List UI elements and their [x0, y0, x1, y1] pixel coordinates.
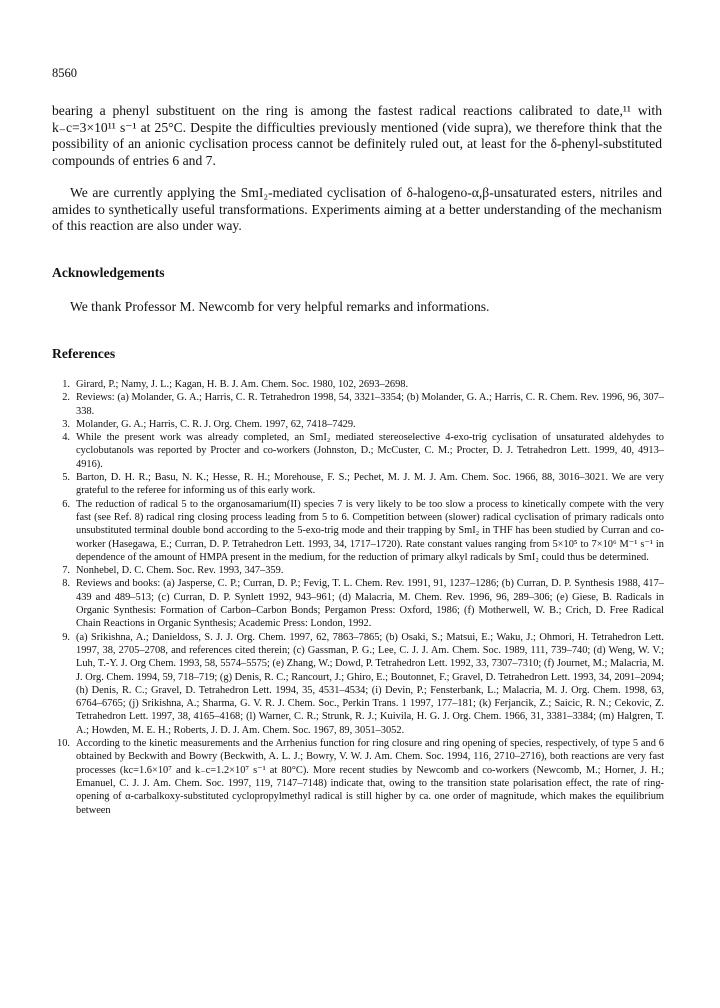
reference-text: Barton, D. H. R.; Basu, N. K.; Hesse, R. H.; Morehouse, F. S.; Pechet, M. J. M. J. Am. Chem. Soc. 1966, 88, 3016–3021. We are very grateful to the referee for informing us of this early work. [76, 472, 664, 497]
reference-item [52, 577, 664, 630]
reference-number: 5. [62, 472, 70, 484]
reference-item [52, 418, 664, 431]
reference-number: 8. [62, 578, 70, 590]
reference-text: While the present work was already completed, an SmI₂ mediated stereoselective 4-exo-trig cyclisation of unsaturated aldehydes to cyclobutanols was reported by Procter and co-workers (Johnston, D.; McCuster, C. M.; Procter, D. J. Tetrahedron Lett. 1999, 40, 4913–4916). [76, 432, 664, 470]
reference-number: 2. [62, 392, 70, 404]
reference-item [52, 378, 664, 391]
reference-text: Nonhebel, D. C. Chem. Soc. Rev. 1993, 347–359. [76, 565, 284, 577]
reference-text: Reviews and books: (a) Jasperse, C. P.; Curran, D. P.; Fevig, T. L. Chem. Rev. 1991, 91, 1237–1286; (b) Curran, D. P. Synthesis 1988, 417–439 and 489–513; (c) Curran, D. P. Synlett 1992, 943–961; (d) Malacria, M. Chem. Rev. 1996, 96, 289–306; (e) Giese, B. Radicals in Organic Synthesis: Formation of Carbon–Carbon Bonds; Pergamon Press: Oxford, 1986; (f) Motherwell, W. B.; Crich, D. Free Radical Chain Reactions in Organic Synthesis; Academic Press: London, 1992. [76, 578, 664, 630]
reference-item [52, 564, 664, 577]
reference-text: Girard, P.; Namy, J. L.; Kagan, H. B. J. Am. Chem. Soc. 1980, 102, 2693–2698. [76, 379, 409, 390]
acknowledgements-heading: Acknowledgements [52, 265, 165, 280]
reference-item [52, 631, 664, 737]
reference-item [52, 431, 664, 471]
paragraph-text: We are currently applying the SmI₂-mediated cyclisation of δ-halogeno-α,β-unsaturated esters, nitriles and amides to synthetically useful transformations. Experiments aiming at a better understanding of the mechanism of this reaction are also under way. [52, 185, 662, 234]
reference-text: Reviews: (a) Molander, G. A.; Harris, C. R. Tetrahedron 1998, 54, 3321–3354; (b) Molander, G. A.; Harris, C. R. Chem. Rev. 1996, 96, 307–338. [76, 392, 664, 417]
reference-item [52, 391, 664, 418]
acknowledgements-text: We thank Professor M. Newcomb for very helpful remarks and informations. [70, 299, 490, 314]
reference-item [52, 737, 664, 817]
body-paragraph-2 [52, 185, 662, 235]
reference-item [52, 471, 664, 498]
paragraph-text: bearing a phenyl substituent on the ring is among the fastest radical reactions calibrated to date,¹¹ with k₋c=3×10¹¹ s⁻¹ at 25°C. Despite the difficulties previously mentioned (vide supra), we therefore think that the possibility of an anionic cyclisation process cannot be definitely ruled out, at least for the δ-phenyl-substituted compounds of entries 6 and 7. [52, 103, 662, 168]
reference-text: According to the kinetic measurements and the Arrhenius function for ring closure and ring opening of species, respectively, of type 5 and 6 obtained by Beckwith and Bowry (Beckwith, A. L. J.; Bowry, V. W. J. Am. Chem. Soc. 1994, 116, 2710–2716), both reactions are very fast processes (kc=1.6×10⁷ and k₋c=1.2×10⁷ s⁻¹ at 80°C). More recent studies by Newcomb and co-workers (Newcomb, M.; Horner, J. H.; Emanuel, C. J. J. Am. Chem. Soc. 1997, 119, 7147–7148) indicate that, owing to the transition state polarisation effect, the rate of ring-opening of α-carbalkoxy-substituted cyclopropylmethyl radical is still higher by ca. one order of magnitude, which makes the equilibrium between [76, 738, 664, 816]
reference-text: (a) Srikishna, A.; Danieldoss, S. J. J. Org. Chem. 1997, 62, 7863–7865; (b) Osaki, S.; Matsui, E.; Waku, J.; Ohmori, H. Tetrahedron Lett. 1997, 38, 2705–2708, and references cited therein; (c) Gassman, P. G.; Lee, C. J. J. Am. Chem. Soc. 1989, 111, 739–740; (d) Weng, W. V.; Luh, T.-Y. J. Org Chem. 1993, 58, 5574–5575; (e) Zhang, W.; Dowd, P. Tetrahedron Lett. 1992, 33, 7307–7310; (f) Journet, M.; Malacria, M. J. Org. Chem. 1994, 59, 718–719; (g) Denis, R. C.; Rancourt, J.; Ghiro, E.; Boutonnet, F.; Gravel, D. Tetrahedron Lett. 1993, 34, 2091–2094; (h) Denis, R. C.; Gravel, D. Tetrahedron Lett. 1994, 35, 4531–4534; (i) Devin, P.; Fensterbank, L.; Malacria, M. J. Org. Chem. 1998, 63, 6764–6765; (j) Srikishna, A.; Sharma, G. V. R. J. Chem. Soc., Perkin Trans. 1 1997, 177–181; (k) Ferjancik, Z.; Saicic, R. N.; Cekovic, Z. Tetrahedron Lett. 1997, 38, 4165–4168; (l) Warner, C. R.; Strunk, R. J.; Kuivila, H. G. J. Org. Chem. 1966, 31, 3381–3384; (m) Halgren, T. A.; Howden, M. E. H.; Roberts, J. D. J. Am. Chem. Soc. 1967, 89, 3051–3052. [76, 631, 664, 736]
body-paragraph-1 [52, 103, 662, 169]
references-heading: References [52, 346, 116, 361]
reference-number: 7. [62, 565, 70, 577]
reference-number: 10. [57, 738, 70, 750]
reference-item [52, 498, 664, 564]
reference-number: 9. [62, 631, 70, 643]
reference-list [52, 378, 664, 817]
reference-text: The reduction of radical 5 to the organosamarium(II) species 7 is very likely to be too slow a process to kinetically compete with the very fast (see Ref. 8) radical ring closing process leading from 5 to 6. Competition between (slower) radical cyclisation of primary radicals onto unsubstituted terminal double bond according to the 5-exo-trig mode and their trapping by SmI₂ in THF has been studied by Curran and co-worker (Hasegawa, E.; Curran, D. P. Tetrahedron Lett. 1993, 34, 1717–1720). Rate constant values ranging from 5×10⁵ to 7×10⁶ M⁻¹ s⁻¹ in dependence of the amount of HMPA present in the medium, for the reduction of primary alkyl radicals by SmI₂ could thus be determined. [76, 498, 664, 563]
reference-number: 6. [62, 498, 70, 510]
reference-number: 1. [62, 379, 70, 390]
reference-number: 3. [62, 418, 70, 430]
reference-number: 4. [62, 432, 70, 444]
reference-text: Molander, G. A.; Harris, C. R. J. Org. Chem. 1997, 62, 7418–7429. [76, 418, 356, 430]
page-number: 8560 [52, 66, 77, 80]
